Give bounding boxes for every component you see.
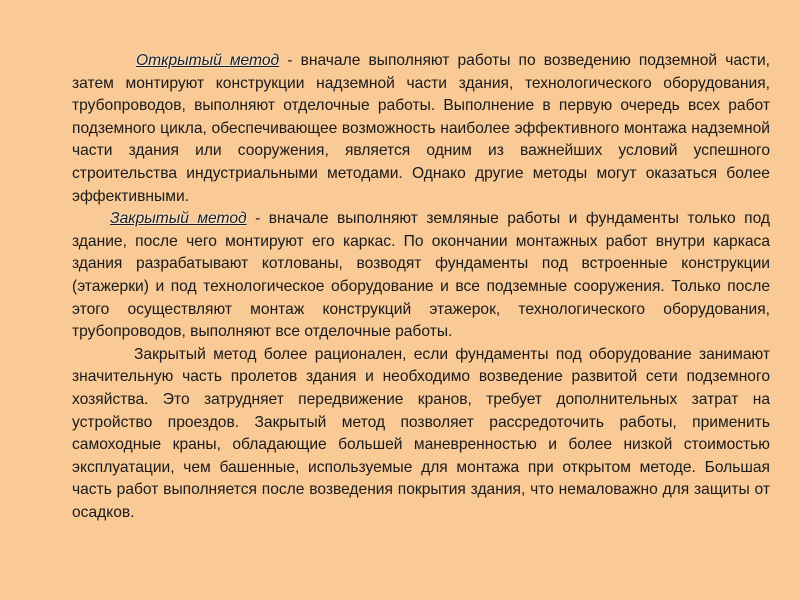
paragraph-closed-method-rationale: Закрытый метод более рационален, если фундаменты под оборудование занимают значительную часть пролетов здания и необходимо возведение развитой сети подземного хозяйства. Это затрудняет передвижение кранов, требует дополнительных затрат на устройство проездов. Закрытый метод позволяет рассредоточить работы, применить самоходные краны, обладающие большей маневренностью и более низкой стоимостью эксплуатации, чем башенные, используемые для монтажа при открытом методе. Большая часть работ выполняется после возведения покрытия здания, что немаловажно для защиты от осадков. [72,345,770,521]
slide-text-body [72,50,770,524]
paragraph-open-method-text: - вначале выполняют работы по возведению подземной части, затем монтируют конструкции надземной части здания, технологического оборудования, трубопроводов, выполняют отделочные работы. Выполнение в первую очередь всех работ подземного цикла, обеспечивающее возможность наиболее эффективного монтажа надземной части здания или сооружения, является одним из важнейших условий успешного строительства индустриальными методами. Однако другие методы могут оказаться более эффективными. [72,52,770,205]
term-closed-method: Закрытый метод [110,210,247,228]
paragraph-closed-method [72,208,770,344]
paragraph-open-method [72,50,770,208]
term-open-method: Открытый метод [136,52,280,69]
paragraph-closed-method-text: - вначале выполняют земляные работы и фундаменты только под здание, после чего монтируют его каркас. По окончании монтажных работ внутри каркаса здания разрабатывают котлованы, возводят фундаменты под встроенные конструкции (этажерки) и под технологическое оборудование и все подземные сооружения. Только после этого осуществляют монтаж конструкций этажерок, технологического оборудования, трубопроводов, выполняют все отделочные работы. [72,210,770,341]
